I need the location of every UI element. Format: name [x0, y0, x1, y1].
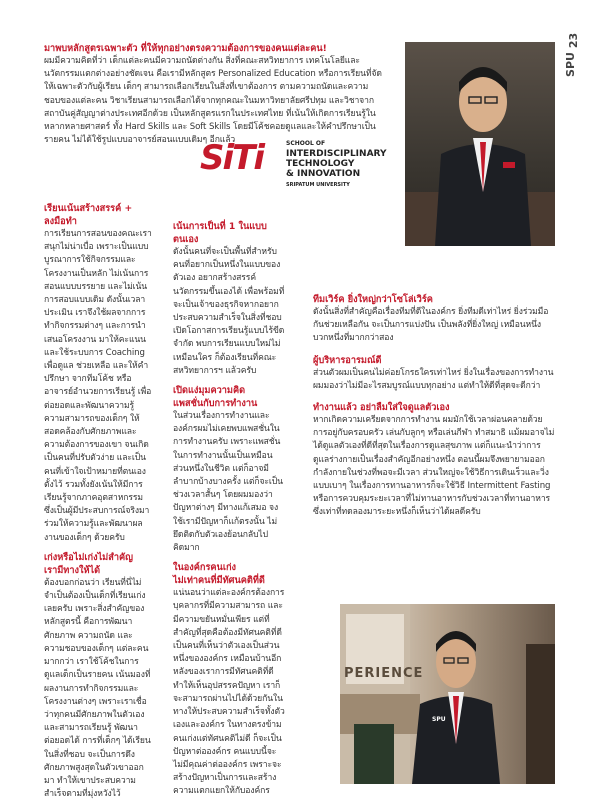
logo-line-4: & INNOVATION: [286, 169, 361, 179]
portrait-photo-top: [405, 42, 555, 246]
intro-section: [44, 42, 384, 147]
intro-body: ผมมีความคิดที่ว่า เด็กแต่ละคนมีความถนัดต่างกัน สิ่งที่คณะสหวิทยาการ เทคโนโลยีและนวัตกรรมแตกต่างอย่างชัดเจน คือเรามีหลักสูตร Personalized Education หรือการเรียนที่จัดให้เฉพาะตัวกับผู้เรียน เด็กๆ สามารถเลือกเรียนในสิ่งที่เขาต้องการ ตามความถนัดและความชอบของแต่ละคน วิชาเรียนสามารถเลือกได้จากทุกคณะในมหาวิทยาลัยศรีปทุม และวิชาจากสถาบันคู่สัญญาต่างประเทศอีกด้วย เป็นหลักสูตรแรกในประเทศไทย ที่เน้นให้เกิดการเรียนรู้ในหลากหลายศาสตร์ ทั้ง Hard Skills และ Soft Skills โดยมีโค้ชคอยดูแลและให้คำปรึกษาเป็นรายคน ไม่ได้ใช้รูปแบบอาจารย์สอนแบบเดิมๆ อีกแล้ว: [44, 56, 382, 146]
col1-paragraph-2: ต้องบอกก่อนว่า เรียนที่นี่ไม่จำเป็นต้องเป็นเด็กที่เรียนเก่งเลยครับ เพราะสิ่งสำคัญของหลักสูตรนี้ คือการพัฒนาศักยภาพ ความถนัด และความชอบของเด็กๆ แต่ละคนมากกว่า เราใช้โค้ชในการดูแลเด็กเป็นรายคน เน้นมองที่ผลงานการทำกิจกรรมและโครงงานต่างๆ เพราะเราเชื่อว่าทุกคนมีศักยภาพในตัวเองและสามารถเรียนรู้ พัฒนาต่อยอดได้ การที่เด็กๆ ได้เรียนในสิ่งที่ชอบ จะเป็นการดึงศักยภาพสูงสุดในตัวเขาออกมา ทำให้เขาประสบความสำเร็จตามที่มุ่งหวังไว้: [44, 577, 151, 800]
logo-line-1: SCHOOL OF: [286, 140, 326, 147]
siti-logo-mark: SiTi: [200, 138, 263, 178]
col2-paragraph-3: แน่นอนว่าแต่ละองค์กรต้องการบุคลากรที่มีความสามารถ และมีความขยันหมั่นเพียร แต่ที่สำคัญที่สุดคือต้องมีทัศนคติที่ดี เป็นคนที่เห็นว่าตัวเองเป็นส่วนหนึ่งขององค์กร เหมือนบ้านอีกหลังของเราการมีทัศนคติที่ดีทำให้เห็นอุปสรรคปัญหา เราก็จะสามารถผ่านไปได้ด้วยกันในทางให้ประสบความสำเร็จทั้งตัวเองและองค์กร ในทางตรงข้ามคนเก่งแต่ทัศนคติไม่ดี ก็จะเป็นปัญหาต่อองค์กร คนแบบนี้จะไม่มีคุณค่าต่อองค์กร เพราะจะสร้างปัญหาเป็นการและสร้างความแตกแยกให้กับองค์กร: [173, 588, 285, 797]
logo-line-5: SRIPATUM UNIVERSITY: [286, 182, 350, 188]
column-2: [173, 220, 285, 799]
col2-paragraph-2: ในส่วนเรื่องการทำงานและองค์กรผมไม่เคยพบแพสชั่นในการทำงานครับ เพราะแพสชั่นในการทำงานนั้นเป็นเหมือนส่วนหนึ่งในชีวิต แต่ก็อาจมีลำบากบ้างบางครั้ง แต่ก็จะเป็นช่วงเวลาสั้นๆ โดยผมมองว่าปัญหาต่างๆ มีทางแก้เสมอ จงใช้เรามีปัญหาก็แก้ตรงนั้น ไม่ยึดติดกับตัวเองย้อนกลับไปคิดมาก: [173, 411, 283, 554]
col1-heading-2b: เรามีทางให้ได้: [44, 564, 101, 576]
intro-heading: มาพบหลักสูตรเฉพาะตัว ที่ให้ทุกอย่างตรงความต้องการของคนแต่ละคน!: [44, 43, 327, 54]
col3-paragraph-3: หากเกิดความเครียดจากการทำงาน ผมมักใช้เวลาผ่อนคลายด้วยการอยู่กับครอบครัว เล่นกับลูกๆ หรือเล่นกีฬา ทำสมาธิ แม้ผมอาจไม่ได้ดูแลตัวเองที่ดีที่สุดในเรื่องการดูแลสุขภาพ แต่ก็แนะนำว่าการดูแลร่างกายเป็นเรื่องสำคัญอีกอย่างหนึ่ง ตอนนี้ผมจึงพยายามออกกำลังกายในช่วงที่พอจะมีเวลา ส่วนใหญ่จะใช้วิธีการเดินเร็วและวิ่งแบบเบาๆ ในเรื่องการทานอาหารก็จะใช้วิธี Intermittent Fasting หรือการควบคุมระยะเวลาที่ไม่ทานอาหารกับช่วงเวลาที่ทานอาหาร ซึ่งเท่าที่ทดลองมาระยะหนึ่งก็เห็นว่าได้ผลดีครับ: [313, 415, 555, 518]
portrait-photo-bottom: [340, 604, 555, 784]
col2-heading-2b: แพสชั่นกับการทำงาน: [173, 398, 258, 410]
col2-heading-3a: ในองค์กรคนเก่ง: [173, 562, 237, 574]
masthead-issue: 23: [567, 32, 581, 49]
col1-heading-1: เรียนเน้นสร้างสรรค์ + ลงมือทำ: [44, 203, 133, 227]
col3-paragraph-1: ดังนั้นสิ่งที่สำคัญคือเรื่องทีมที่ดีในองค์กร ยิ่งทีมดีเท่าไหร่ ยิ่งร่วมมือกันช่วยเหลือกัน จะเป็นการแบ่งปัน เป็นพลังที่ยิ่งใหญ่ เหมือนหนึ่งบวกหนึ่งที่มากกว่าสอง: [313, 307, 549, 344]
col2-heading-3b: ไม่เท่าคนที่มีทัศนคติที่ดี: [173, 575, 265, 587]
logo-line-2: INTERDISCIPLINARY: [286, 149, 387, 159]
col3-paragraph-2: ส่วนตัวผมเป็นคนไม่ค่อยโกรธใครเท่าไหร่ ยิ่งในเรื่องของการทำงาน ผมมองว่าไม่มีอะไรสมบูรณ์แบบทุกอย่าง แต่ทำให้ดีที่สุดจะดีกว่า: [313, 367, 554, 391]
col3-heading-2: ผู้บริหารอารมณ์ดี: [313, 354, 382, 366]
man-by-window-illustration: [340, 604, 555, 784]
column-1: [44, 202, 152, 801]
masthead-brand: SPU: [563, 52, 577, 77]
masthead: [563, 28, 590, 88]
col2-heading-2a: เปิดแง่มุมความคิด: [173, 385, 246, 397]
man-in-suit-illustration: [405, 42, 555, 246]
col2-heading-1: เน้นการเป็นที่ 1 ในแบบตนเอง: [173, 221, 267, 245]
spu-badge: SPU: [432, 716, 446, 723]
logo-line-3: TECHNOLOGY: [286, 159, 355, 169]
col1-heading-2a: เก่งหรือไม่เก่งไม่สำคัญ: [44, 551, 133, 563]
column-3: [313, 293, 555, 520]
col3-heading-1: ทีมเวิร์ค ยิ่งใหญ่กว่าโซโล่เวิร์ค: [313, 294, 433, 305]
col1-paragraph-1: การเรียนการสอนของคณะเราสนุกไม่น่าเบื่อ เพราะเป็นแบบบูรณาการใช้กิจกรรมและโครงงานเป็นหลัก ไม่เน้นการสอนแบบบรรยาย และไม่เน้นการสอบแบบเดิม ดังนั้นเวลาประเมิน เราจึงใช้ผลจากการทำกิจกรรมต่างๆ และการนำเสนอโครงงาน มาให้คะแนน และใช้ระบบการ Coaching เพื่อดูแล ช่วยเหลือ และให้คำปรึกษา จากทีมโค้ช หรืออาจารย์อำนวยการเรียนรู้ เพื่อต่อยอดและพัฒนาความรู้ ความสามารถของเด็กๆ ให้สอดคล้องกับศักยภาพและความต้องการของเขา จนเกิดเป็นคนที่ปรับตัวง่าย และเป็นคนที่เข้าใจเป้าหมายที่ตนเองตั้งไว้ รวมทั้งยังเน้นให้มีการเรียนรู้จากภาคอุตสาหกรรม ซึ่งเป็นผู้มีประสบการณ์จริงมาร่วมให้ความรู้และพัฒนาผลงานของเด็กๆ ด้วยครับ: [44, 229, 152, 543]
col3-heading-3: ทำงานแล้ว อย่าลืมใส่ใจดูแลตัวเอง: [313, 402, 450, 414]
siti-logo: [200, 136, 400, 196]
col2-paragraph-1: ดังนั้นคนที่จะเป็นพื้นที่สำหรับคนที่อยากเป็นหนึ่งในแบบของตัวเอง อยากสร้างสรรค์นวัตกรรมขึ้นเองได้ เพื่อพร้อมที่จะเป็นเจ้าของธุรกิจหากอยากประสบความสำเร็จในสิ่งที่ชอบ เปิดโอกาสการเรียนรู้แบบไร้ขีดจำกัด พบการเรียนแบบใหม่ไม่เหมือนใคร ก็ต้องเรียนที่คณะสหวิทยาการฯ แล้วครับ: [173, 247, 285, 376]
background-sign-text: PERIENCE: [344, 666, 424, 681]
